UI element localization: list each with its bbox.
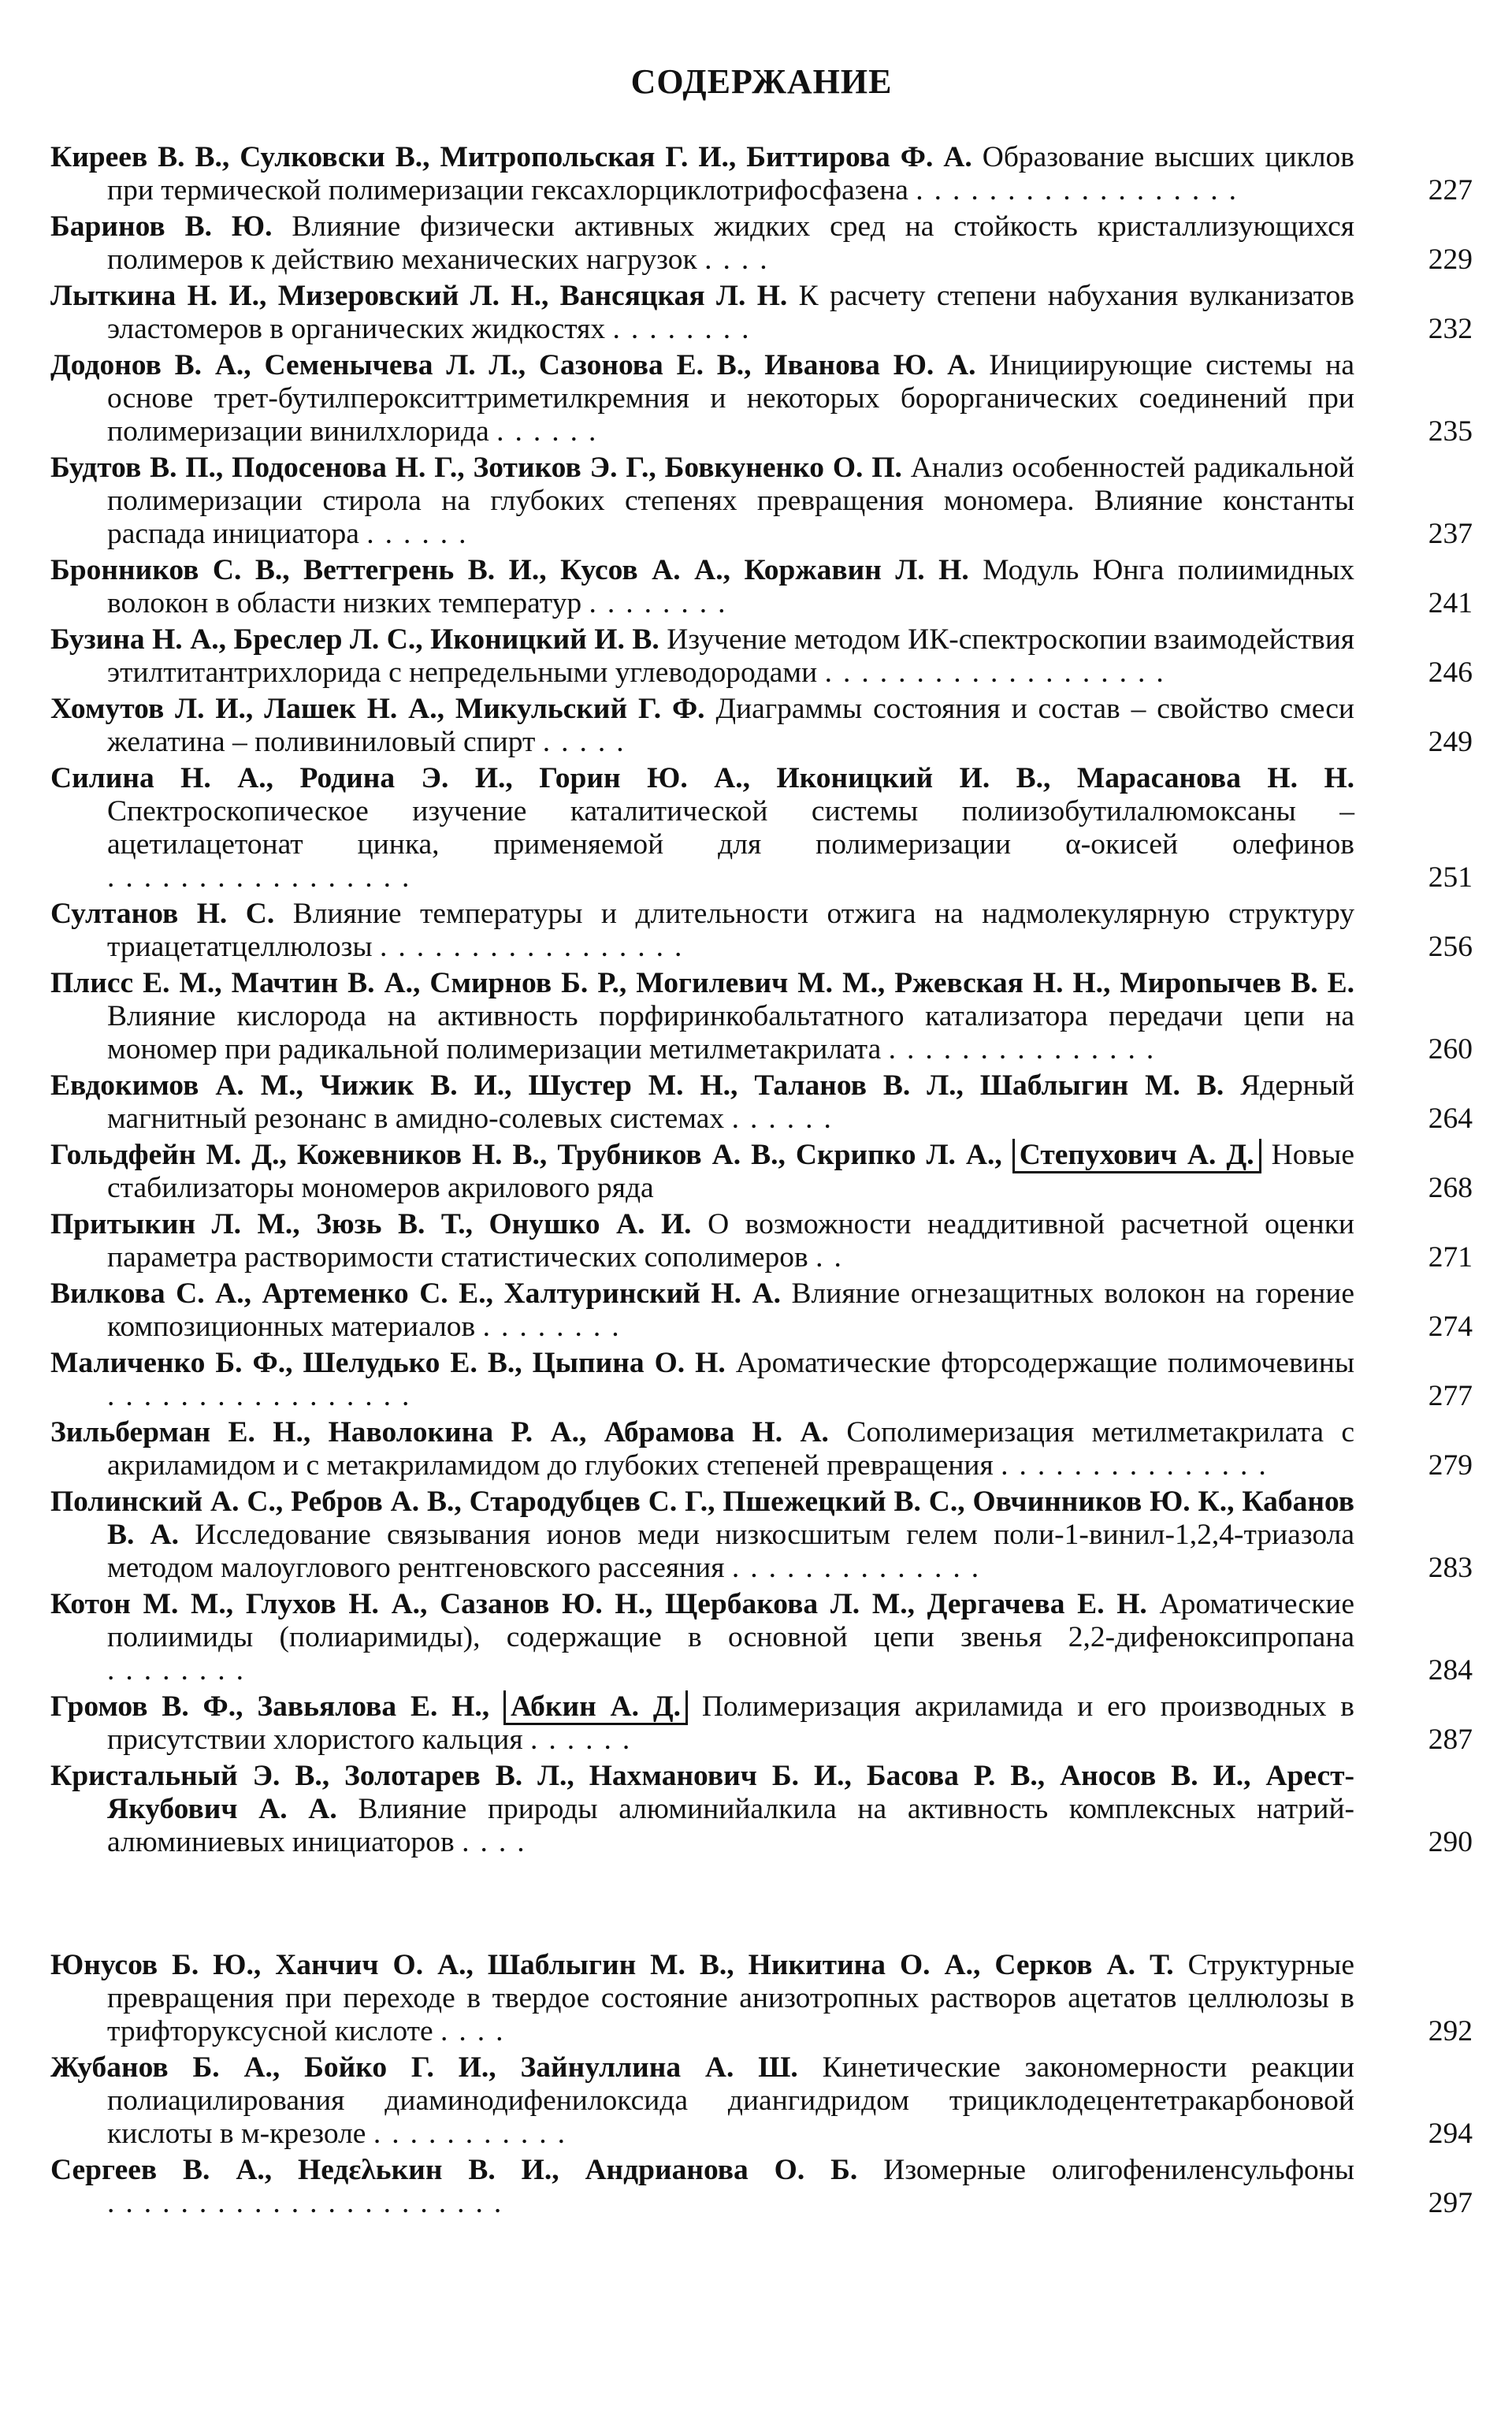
- entry-page-number: 268: [1428, 1172, 1473, 1204]
- toc-entry: [50, 1690, 1473, 1757]
- entry-page-number: 235: [1428, 415, 1473, 448]
- entry-title: Спектроскопическое изучение каталитической системы полиизобутилалюмоксаны – ацетилацетонат цинка, применяемой для полимеризации α-окисей олефинов: [107, 795, 1354, 861]
- deceased-author-box: Степухович А. Д.: [1012, 1139, 1261, 1173]
- dot-leader: ....: [462, 1826, 536, 1858]
- entry-authors: Киреев В. В., Сулковски В., Митропольская Г. И., Биттирова Ф. А.: [50, 141, 972, 173]
- entry-authors: Кристальный Э. В., Золотарев В. Л., Нахманович Б. И., Басова Р. В., Аносов В. И., Арест-Якубович А. А.: [50, 1760, 1354, 1825]
- entry-page-number: 246: [1428, 656, 1473, 689]
- entry-page-number: 287: [1428, 1724, 1473, 1756]
- dot-leader: ......................: [107, 2187, 513, 2219]
- entry-title: Кинетические закономерности реакции полиацилирования диаминодифенилоксида диангидридом трициклодецентетракарбоновой кислоты в м-крезоле: [107, 2051, 1354, 2150]
- toc-section-1: [50, 141, 1473, 1859]
- entry-title: Влияние природы алюминийалкила на активность комплексных натрий-алюминиевых инициаторов: [107, 1793, 1355, 1858]
- toc-entry: [50, 452, 1473, 551]
- toc-entry: [50, 1208, 1473, 1274]
- entry-title: Влияние кислорода на активность порфиринкобальтатного катализатора передачи цепи на мономер при радикальной полимеризации метилметакрилата: [107, 1000, 1354, 1065]
- dot-leader: .....: [542, 726, 635, 758]
- toc-entry: [50, 554, 1473, 620]
- entry-page-number: 297: [1428, 2187, 1473, 2219]
- toc-entry: [50, 1347, 1473, 1413]
- dot-leader: ..................: [916, 174, 1248, 206]
- toc-entry: [50, 1760, 1473, 1859]
- entry-authors: Хомутов Л. И., Лашек Н. А., Микульский Г. Ф.: [50, 693, 705, 725]
- entry-page-number: 256: [1428, 931, 1473, 963]
- entry-title: Полимеризация акриламида и его производных в присутствии хлористого кальция: [107, 1690, 1355, 1756]
- entry-page-number: 227: [1428, 174, 1473, 206]
- toc-entry: [50, 623, 1473, 690]
- dot-leader: ....: [704, 244, 778, 276]
- entry-authors: Султанов Н. С.: [50, 898, 275, 930]
- entry-title: Ароматические фторсодержащие полимочевины: [735, 1347, 1355, 1379]
- entry-title: Изучение методом ИК-спектроскопии взаимодействия этилтитантрихлорида с непредельными углеводородами: [107, 623, 1355, 689]
- dot-leader: .................: [380, 931, 693, 963]
- entry-title: Диаграммы состояния и состав – свойство смеси желатина – поливиниловый спирт: [107, 693, 1355, 758]
- entry-authors: Лыткина Н. И., Мизеровский Л. Н., Вансяцкая Л. Н.: [50, 280, 788, 312]
- entry-authors: Зильберман Е. Н., Наволокина Р. А., Абрамова Н. А.: [50, 1416, 829, 1449]
- toc-entry: [50, 967, 1473, 1066]
- entry-page-number: 290: [1428, 1826, 1473, 1858]
- entry-authors: Силина Н. А., Родина Э. И., Горин Ю. А., Иконицкий И. В., Марасанова Н. Н.: [50, 762, 1354, 794]
- entry-page-number: 232: [1428, 313, 1473, 345]
- entry-page-number: 274: [1428, 1311, 1473, 1343]
- entry-title: Модуль Юнга полиимидных волокон в области низких температур: [107, 554, 1355, 619]
- dot-leader: ....: [440, 2015, 515, 2047]
- entry-authors: Маличенко Б. Ф., Шелудько Е. В., Цыпина О. Н.: [50, 1347, 726, 1379]
- entry-authors: Бузина Н. А., Бреслер Л. С., Иконицкий И. В.: [50, 623, 659, 656]
- entry-title: Влияние физически активных жидких сред на стойкость кристаллизующихся полимеров к действию механических нагрузок: [107, 210, 1355, 276]
- entry-title: Исследование связывания ионов меди низкосшитым гелем поли-1-винил-1,2,4-триазола методом малоуглового рентгеновского рассеяния: [107, 1519, 1355, 1584]
- entry-authors: Додонов В. А., Семенычева Л. Л., Сазонова Е. В., Иванова Ю. А.: [50, 349, 976, 381]
- dot-leader: ........: [612, 313, 760, 345]
- entry-page-number: 237: [1428, 518, 1473, 550]
- dot-leader: ........: [482, 1311, 630, 1343]
- entry-authors: Притыкин Л. М., Зюзь В. Т., Онушко А. И.: [50, 1208, 692, 1240]
- entry-title: Ароматические полиимиды (полиаримиды), содержащие в основной цепи звенья 2,2-дифеноксипропана: [107, 1588, 1355, 1653]
- toc-entry: [50, 1416, 1473, 1482]
- toc-entry: [50, 349, 1473, 448]
- toc-entry: [50, 1069, 1473, 1136]
- entry-authors: Юнусов Б. Ю., Ханчич О. А., Шаблыгин М. В., Никитина О. А., Серков А. Т.: [50, 1949, 1174, 1981]
- entry-page-number: 249: [1428, 726, 1473, 758]
- deceased-author-box: Абкин А. Д.: [503, 1690, 688, 1725]
- entry-authors: Полинский А. С., Ребров А. В., Стародубцев С. Г., Пшежецкий В. С., Овчинников Ю. К., Кабанов В. А.: [50, 1486, 1354, 1551]
- dot-leader: ......: [366, 518, 477, 550]
- entry-title: Изомерные олигофениленсульфоны: [883, 2154, 1355, 2186]
- entry-authors: Евдокимов А. М., Чижик В. И., Шустер М. Н., Таланов В. Л., Шаблыгин М. В.: [50, 1069, 1224, 1102]
- toc-entry: [50, 2051, 1473, 2151]
- toc-entry: [50, 141, 1473, 207]
- entry-title: Образование высших циклов при термической полимеризации гексахлорциклотрифосфазена: [107, 141, 1354, 206]
- dot-leader: .................: [107, 1380, 421, 1412]
- toc-entry: [50, 762, 1473, 894]
- toc-entry: [50, 2154, 1473, 2220]
- entry-authors: Котон М. М., Глухов Н. А., Сазанов Ю. Н., Щербакова Л. М., Дергачева Е. Н.: [50, 1588, 1147, 1620]
- dot-leader: ...............: [888, 1033, 1165, 1065]
- entry-title: Анализ особенностей радикальной полимеризации стирола на глубоких степенях превращения мономера. Влияние константы распада инициатора: [107, 452, 1355, 550]
- dot-leader: ......: [731, 1103, 842, 1135]
- toc-entry: [50, 210, 1473, 277]
- entry-authors: Плисс Е. М., Мачтин В. А., Смирнов Б. Р., Могилевич М. М., Ржевская Н. Н., Мироnычев В. Е.: [50, 967, 1354, 999]
- entry-title: Инициирующие системы на основе трет-бутилперокситтриметилкремния и некоторых борорганических соединений при полимеризации винилхлорида: [107, 349, 1355, 448]
- dot-leader: ......: [529, 1724, 641, 1756]
- entry-page-number: 277: [1428, 1380, 1473, 1412]
- entry-page-number: 292: [1428, 2015, 1473, 2047]
- entry-authors: Вилкова С. А., Артеменко С. Е., Халтуринский Н. А.: [50, 1277, 781, 1310]
- entry-page-number: 271: [1428, 1241, 1473, 1274]
- toc-entry: [50, 1277, 1473, 1344]
- entry-authors: Гольдфейн М. Д., Кожевников Н. В., Трубников А. В., Скрипко Л. А.,: [50, 1139, 1002, 1171]
- entry-authors: Будтов В. П., Подосенова Н. Г., Зотиков Э. Г., Бовкуненко О. П.: [50, 452, 902, 484]
- entry-page-number: 294: [1428, 2118, 1473, 2150]
- toc-entry: [50, 693, 1473, 759]
- dot-leader: ........: [107, 1654, 254, 1687]
- entry-title: О возможности неаддитивной расчетной оценки параметра растворимости статистических сополимеров: [107, 1208, 1354, 1274]
- entry-title: Ядерный магнитный резонанс в амидно-солевых системах: [107, 1069, 1355, 1135]
- entry-page-number: 241: [1428, 587, 1473, 619]
- toc-section-2: [50, 1949, 1473, 2220]
- dot-leader: ......: [496, 415, 607, 448]
- entry-page-number: 251: [1428, 861, 1473, 894]
- entry-title: Новые стабилизаторы мономеров акрилового ряда: [107, 1139, 1355, 1204]
- entry-title: Влияние огнезащитных волокон на горение композиционных материалов: [107, 1277, 1355, 1343]
- page-title: СОДЕРЖАНИЕ: [630, 62, 893, 101]
- entry-title: Структурные превращения при переходе в твердое состояние анизотропных растворов ацетатов целлюлозы в трифторуксусной кислоте: [107, 1949, 1355, 2047]
- toc-entry: [50, 1139, 1473, 1205]
- toc-entry: [50, 280, 1473, 346]
- toc-entry: [50, 1486, 1473, 1585]
- entry-page-number: 279: [1428, 1449, 1473, 1482]
- dot-leader: ..............: [731, 1552, 990, 1584]
- entry-title: Сополимеризация метилметакрилата с акриламидом и с метакриламидом до глубоких степеней превращения: [107, 1416, 1355, 1482]
- entry-authors: Баринов В. Ю.: [50, 210, 273, 243]
- dot-leader: ........: [589, 587, 737, 619]
- dot-leader: ...............: [1001, 1449, 1277, 1482]
- dot-leader: .................: [107, 861, 421, 894]
- entry-authors: Жубанов Б. А., Бойко Г. И., Зайнуллина А. Ш.: [50, 2051, 798, 2084]
- entry-page-number: 264: [1428, 1103, 1473, 1135]
- dot-leader: ...................: [824, 656, 1175, 689]
- entry-page-number: 229: [1428, 244, 1473, 276]
- entry-authors: Сергеев В. А., Недελькин В. И., Андрианова О. Б.: [50, 2154, 858, 2186]
- toc-entry: [50, 1588, 1473, 1687]
- toc-entry: [50, 1949, 1473, 2048]
- entry-page-number: 260: [1428, 1033, 1473, 1065]
- entry-authors: Бронников С. В., Веттегрень В. И., Кусов А. А., Коржавин Л. Н.: [50, 554, 969, 586]
- entry-page-number: 284: [1428, 1654, 1473, 1687]
- toc-entry: [50, 898, 1473, 964]
- entry-authors: Громов В. Ф., Завьялова Е. Н.,: [50, 1690, 490, 1723]
- entry-title: К расчету степени набухания вулканизатов эластомеров в органических жидкостях: [107, 280, 1354, 345]
- dot-leader: ...........: [373, 2118, 576, 2150]
- entry-page-number: 283: [1428, 1552, 1473, 1584]
- section-separator: [50, 1862, 1473, 1949]
- entry-title: Влияние температуры и длительности отжига на надмолекулярную структуру триацетатцеллюлозы: [107, 898, 1355, 963]
- dot-leader: ..: [815, 1241, 853, 1274]
